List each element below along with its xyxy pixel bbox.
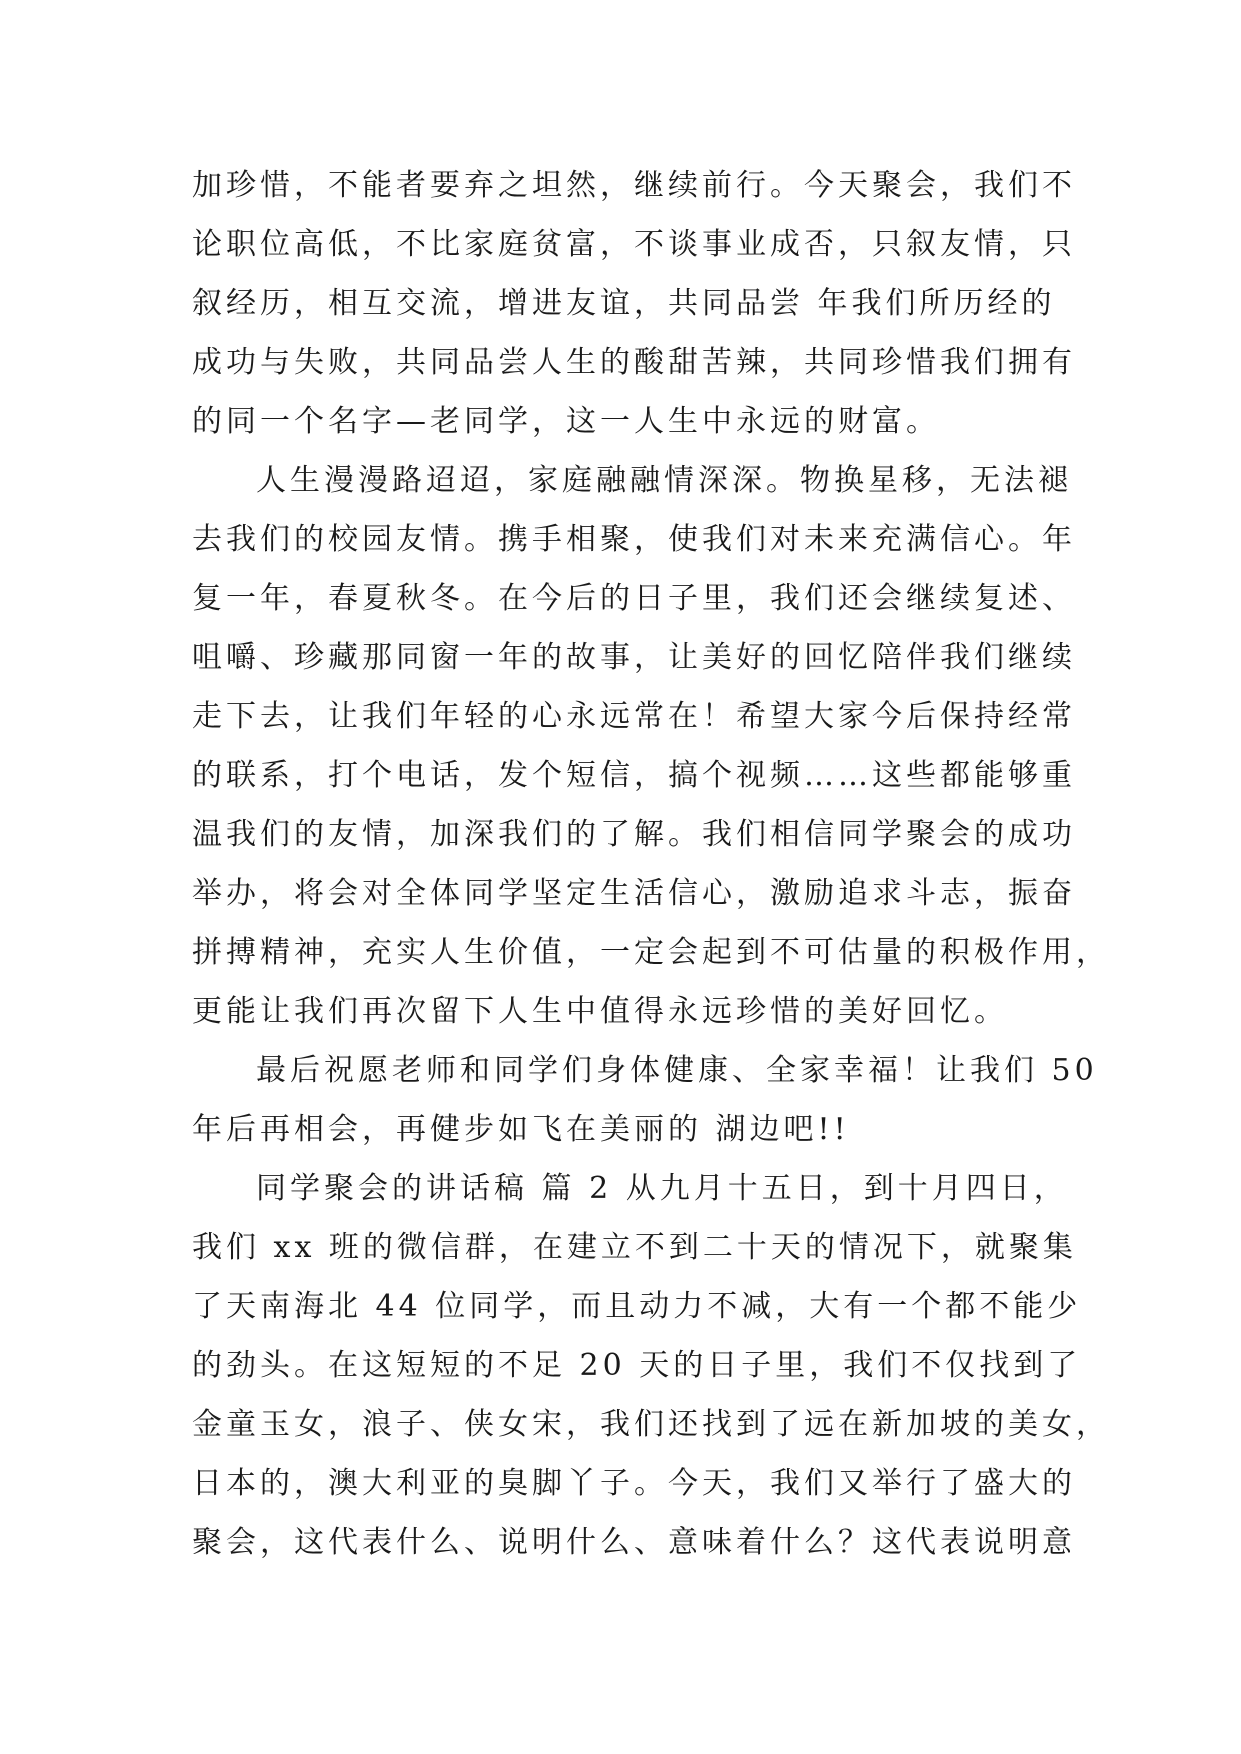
section-heading-line: 同学聚会的讲话稿 篇 2 从九月十五日，到十月四日， [256, 1171, 1068, 1206]
text-line: 加珍惜，不能者要弃之坦然，继续前行。今天聚会，我们不 [192, 168, 1076, 203]
paragraph-start-line: 最后祝愿老师和同学们身体健康、全家幸福！让我们 50 [256, 1053, 1098, 1088]
text-line: 举办，将会对全体同学坚定生活信心，激励追求斗志，振奋 [192, 876, 1076, 911]
text-line: 我们 xx 班的微信群，在建立不到二十天的情况下，就聚集 [192, 1230, 1077, 1265]
text-line: 成功与失败，共同品尝人生的酸甜苦辣，共同珍惜我们拥有 [192, 345, 1076, 380]
text-line: 了天南海北 44 位同学，而且动力不减，大有一个都不能少 [192, 1289, 1082, 1324]
paragraph-start-line: 人生漫漫路迢迢，家庭融融情深深。物换星移，无法褪 [256, 463, 1072, 498]
text-line: 更能让我们再次留下人生中值得永远珍惜的美好回忆。 [192, 994, 1008, 1029]
text-line: 年后再相会，再健步如飞在美丽的 湖边吧!! [192, 1112, 850, 1147]
text-line: 去我们的校园友情。携手相聚，使我们对未来充满信心。年 [192, 522, 1076, 557]
text-line: 的劲头。在这短短的不足 20 天的日子里，我们不仅找到了 [192, 1348, 1082, 1383]
text-line: 日本的，澳大利亚的臭脚丫子。今天，我们又举行了盛大的 [192, 1466, 1076, 1501]
text-line: 走下去，让我们年轻的心永远常在！希望大家今后保持经常 [192, 699, 1076, 734]
text-line: 叙经历，相互交流，增进友谊，共同品尝 年我们所历经的 [192, 286, 1056, 321]
text-line: 金童玉女，浪子、侠女宋，我们还找到了远在新加坡的美女， [192, 1407, 1110, 1442]
text-line: 拼搏精神，充实人生价值，一定会起到不可估量的积极作用， [192, 935, 1110, 970]
text-line: 的同一个名字—老同学，这一人生中永远的财富。 [192, 404, 940, 439]
text-line: 复一年，春夏秋冬。在今后的日子里，我们还会继续复述、 [192, 581, 1076, 616]
text-line: 的联系，打个电话，发个短信，搞个视频……这些都能够重 [192, 758, 1076, 793]
text-line: 论职位高低，不比家庭贫富，不谈事业成否，只叙友情，只 [192, 227, 1076, 262]
text-line: 温我们的友情，加深我们的了解。我们相信同学聚会的成功 [192, 817, 1076, 852]
text-line: 聚会，这代表什么、说明什么、意味着什么？这代表说明意 [192, 1525, 1076, 1560]
text-line: 咀嚼、珍藏那同窗一年的故事，让美好的回忆陪伴我们继续 [192, 640, 1076, 675]
body-text [192, 156, 1110, 1572]
